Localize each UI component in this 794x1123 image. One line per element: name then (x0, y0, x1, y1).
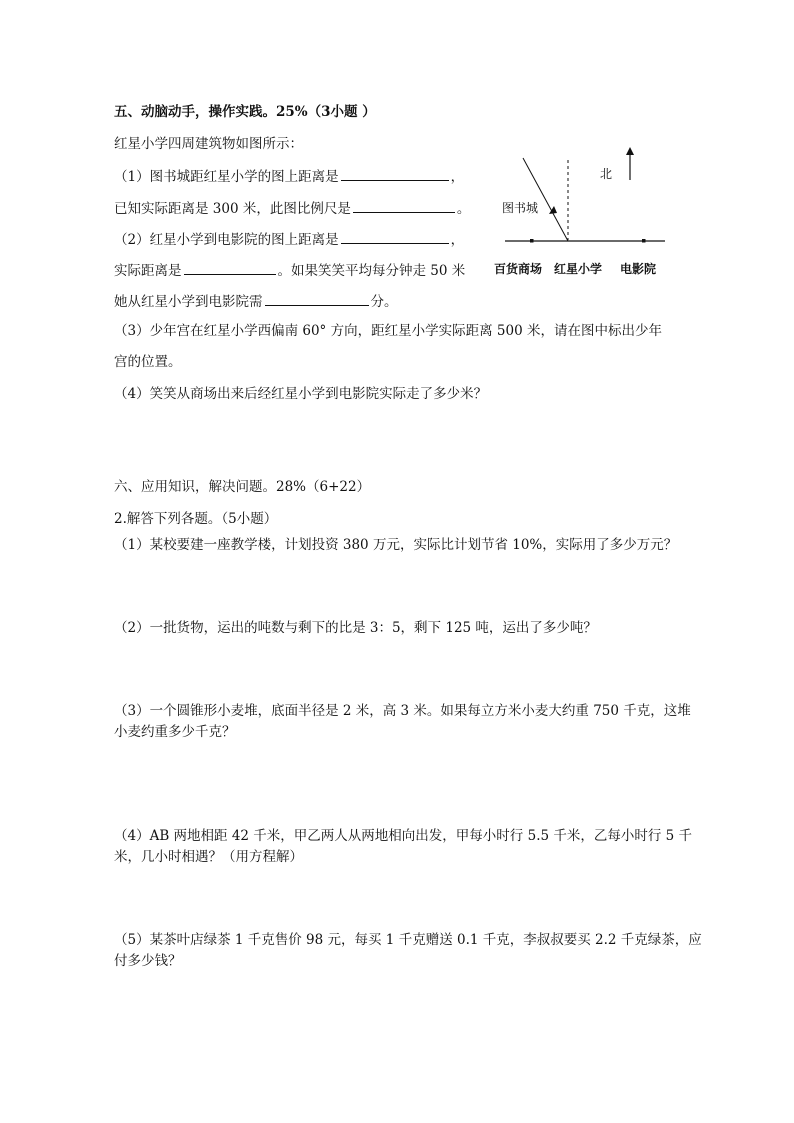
problem-5a: （5）某茶叶店绿茶 1 千克售价 98 元，每买 1 千克赠送 0.1 千克，李叔叔要买 2.2 千克绿茶，应 (114, 932, 702, 948)
answer-blank[interactable] (353, 198, 455, 213)
question-1a (114, 166, 464, 186)
question-2a-end: ， (450, 232, 465, 248)
store-point (530, 239, 534, 243)
library-label: 图书城 (502, 201, 539, 215)
question-1b-end: 。 (456, 201, 471, 217)
question-2b-pre: 实际距离是 (114, 263, 182, 279)
question-2c (114, 291, 398, 311)
question-2c-post: 分。 (370, 294, 398, 310)
question-1b (114, 198, 470, 218)
section6-title: 六、应用知识，解决问题。28%（6+22） (114, 479, 371, 495)
question-3b: 宫的位置。 (114, 354, 182, 370)
problem-1: （1）某校要建一座教学楼，计划投资 380 万元，实际比计划节省 10%，实际用了多少万元？ (114, 537, 678, 553)
problem-5b: 付多少钱？ (114, 953, 182, 969)
question-2a (114, 229, 464, 249)
north-arrow-icon (626, 147, 634, 155)
cinema-point (642, 239, 646, 243)
section5-intro: 红星小学四周建筑物如图所示： (114, 136, 303, 152)
answer-blank[interactable] (341, 229, 449, 244)
problem-2: （2）一批货物，运出的吨数与剩下的比是 3：5，剩下 125 吨，运出了多少吨？ (114, 620, 597, 636)
answer-blank[interactable] (184, 260, 276, 275)
question-3a: （3）少年宫在红星小学西偏南 60° 方向，距红星小学实际距离 500 米，请在图中标出少年 (114, 323, 662, 339)
problem-4a: （4）AB 两地相距 42 千米，甲乙两人从两地相向出发，甲每小时行 5.5 千米，乙每小时行 5 千 (114, 828, 693, 844)
section5-title: 五、动脑动手，操作实践。25%（3小题 ） (114, 104, 376, 120)
question-2b-post: 。如果笑笑平均每分钟走 50 米 (277, 263, 466, 279)
north-label: 北 (600, 167, 613, 181)
question-2b (114, 260, 465, 280)
question-4: （4）笑笑从商场出来后经红星小学到电影院实际走了多少米？ (114, 386, 488, 402)
problem-4b: 米，几小时相遇？（用方程解） (114, 849, 303, 865)
problem-3a: （3）一个圆锥形小麦堆，底面半径是 2 米，高 3 米。如果每立方米小麦大约重 750 千克，这堆 (114, 703, 691, 719)
question-2a-text: （2）红星小学到电影院的图上距离是 (114, 232, 339, 248)
answer-blank[interactable] (341, 166, 449, 181)
school-label: 红星小学 (554, 262, 603, 276)
library-direction-line (523, 158, 568, 241)
store-label: 百货商场 (494, 262, 543, 276)
question-1a-text: （1）图书城距红星小学的图上距离是 (114, 169, 339, 185)
cinema-label: 电影院 (620, 262, 657, 276)
question-1b-text: 已知实际距离是 300 米，此图比例尺是 (114, 201, 351, 217)
answer-blank[interactable] (265, 291, 369, 306)
problem-3b: 小麦约重多少千克？ (114, 724, 236, 740)
question-1a-end: ， (450, 169, 465, 185)
map-diagram (490, 140, 690, 285)
question-2c-pre: 她从红星小学到电影院需 (114, 294, 263, 310)
section6-sub: 2.解答下列各题。（5小题） (114, 511, 278, 527)
